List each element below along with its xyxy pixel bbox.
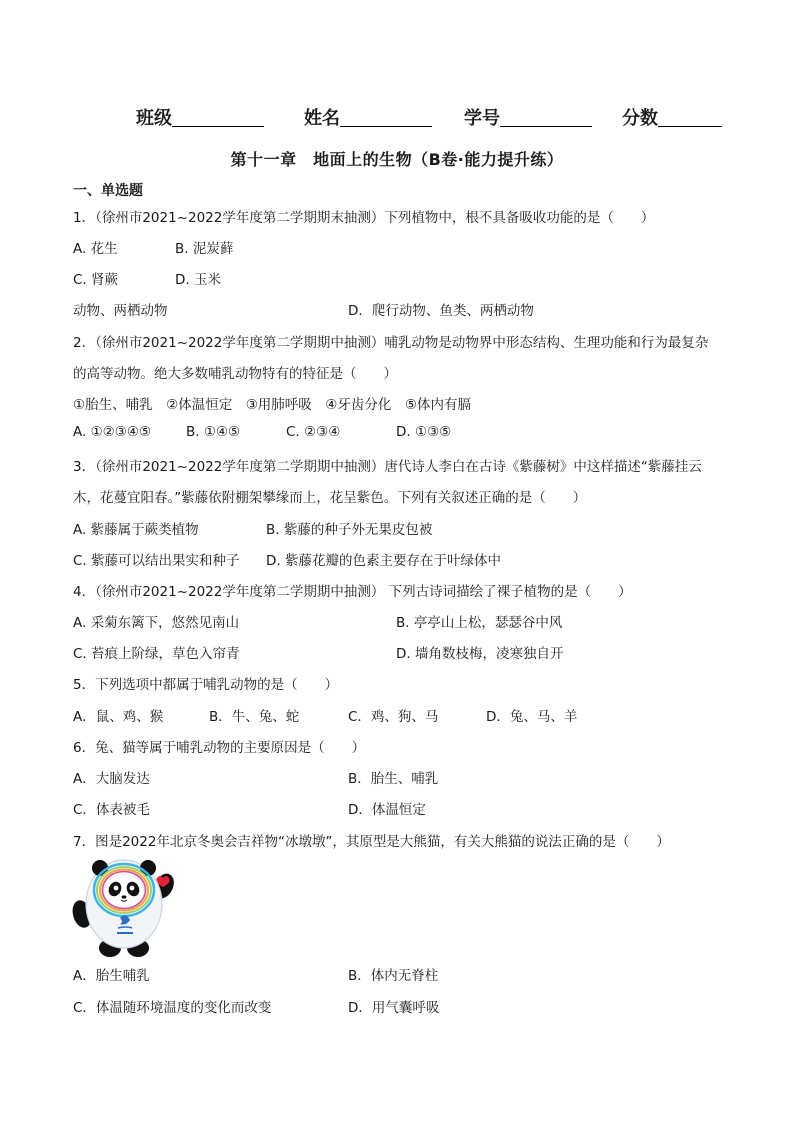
q5-option-c[interactable]: C．鸡、狗、马 [348,709,439,725]
q4-option-d[interactable]: D. 墙角数枝梅，凌寒独自开 [396,646,564,662]
q5-option-a[interactable]: A．鼠、鸡、猴 [73,709,164,725]
q1-option-c[interactable]: C. 肾蕨 [73,272,119,288]
q3-stem-line1: 3．（徐州市2021~2022学年度第二学期期中抽测）唐代诗人李白在古诗《紫藤树》中这样描述“紫藤挂云 [73,459,702,475]
q7-option-a[interactable]: A．胎生哺乳 [73,968,150,984]
q6-option-c[interactable]: C．体表被毛 [73,802,150,818]
stray-text-left: 动物、两栖动物 [73,303,168,319]
class-blank[interactable] [172,108,264,127]
page-title: 第十一章 地面上的生物（B卷·能力提升练） [230,150,564,169]
q4-option-a[interactable]: A. 采菊东篱下，悠然见南山 [73,615,240,631]
q5-stem: 5．下列选项中都属于哺乳动物的是（ ） [73,677,339,693]
q3-option-a[interactable]: A. 紫藤属于蕨类植物 [73,522,199,538]
q3-option-d[interactable]: D. 紫藤花瓣的色素主要存在于叶绿体中 [266,553,501,569]
q2-option-b[interactable]: B. ①④⑤ [186,424,241,440]
q1-option-b[interactable]: B. 泥炭藓 [175,241,234,257]
q1-option-a[interactable]: A. 花生 [73,241,118,257]
q2-option-a[interactable]: A. ①②③④⑤ [73,424,152,440]
q6-option-d[interactable]: D．体温恒定 [348,802,426,818]
stray-text-right: D．爬行动物、鱼类、两栖动物 [348,303,534,319]
q7-stem: 7．图是2022年北京冬奥会吉祥物“冰墩墩”，其原型是大熊猫，有关大熊猫的说法正确的是（ ） [73,834,670,850]
q2-option-c[interactable]: C. ②③④ [286,424,341,440]
q7-option-c[interactable]: C．体温随环境温度的变化而改变 [73,1000,272,1016]
name-field [304,104,432,130]
q7-option-d[interactable]: D．用气囊呼吸 [348,1000,440,1016]
q7-option-b[interactable]: B．体内无脊柱 [348,968,439,984]
q4-option-c[interactable]: C. 苔痕上阶绿，草色入帘青 [73,646,240,662]
q2-option-d[interactable]: D. ①③⑤ [396,424,452,440]
class-field [136,104,264,130]
q2-stem-line1: 2．（徐州市2021~2022学年度第二学期期中抽测）哺乳动物是动物界中形态结构、生理功能和行为最复杂 [73,335,709,351]
q3-stem-line2: 木，花蔓宜阳春。”紫藤依附棚架攀缘而上，花呈紫色。下列有关叙述正确的是（ ） [73,490,587,506]
student-id-label: 学号 [464,108,500,129]
name-label: 姓名 [304,108,340,129]
q1-option-d[interactable]: D. 玉米 [175,272,221,288]
q2-items: ①胎生、哺乳 ②体温恒定 ③用肺呼吸 ④牙齿分化 ⑤体内有膈 [73,397,472,413]
name-blank[interactable] [340,108,432,127]
section-heading: 一、单选题 [73,183,143,199]
q2-stem-line2: 的高等动物。绝大多数哺乳动物特有的特征是（ ） [73,366,397,382]
q5-option-d[interactable]: D．兔、马、羊 [486,709,578,725]
student-id-field [464,104,592,130]
q6-option-b[interactable]: B．胎生、哺乳 [348,771,439,787]
score-field [622,104,722,130]
q6-stem: 6．兔、猫等属于哺乳动物的主要原因是（ ） [73,740,366,756]
q3-option-c[interactable]: C. 紫藤可以结出果实和种子 [73,553,240,569]
q4-stem: 4．（徐州市2021~2022学年度第二学期期中抽测） 下列古诗词描绘了裸子植物的是（ ） [73,584,632,600]
q6-option-a[interactable]: A．大脑发达 [73,771,150,787]
q5-option-b[interactable]: B．牛、兔、蛇 [209,709,300,725]
q1-stem: 1．（徐州市2021~2022学年度第二学期期末抽测）下列植物中，根不具备吸收功能的是（ ） [73,210,655,226]
class-label: 班级 [136,108,172,129]
score-label: 分数 [622,108,658,129]
q3-option-b[interactable]: B. 紫藤的种子外无果皮包被 [266,522,433,538]
score-blank[interactable] [658,108,722,127]
q4-option-b[interactable]: B. 亭亭山上松，瑟瑟谷中风 [396,615,563,631]
student-id-blank[interactable] [500,108,592,127]
panda-mascot-image [70,854,178,958]
